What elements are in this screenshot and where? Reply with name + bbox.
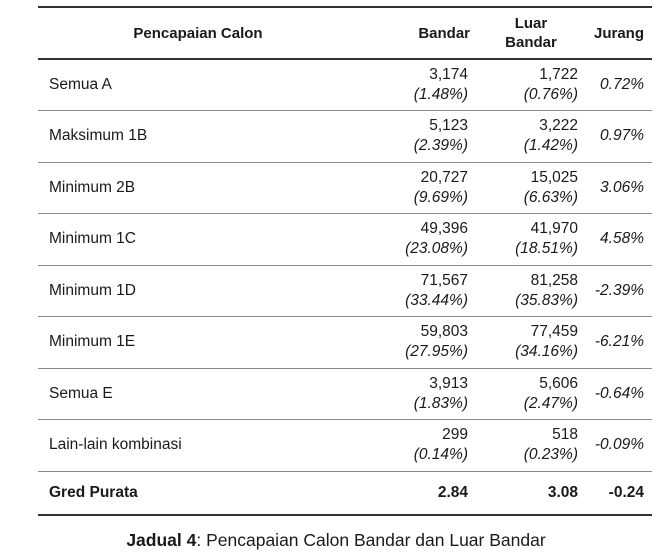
bandar-cell [358,162,476,214]
table-row [38,368,652,420]
bandar-cell [358,214,476,266]
jurang-value: -0.64% [586,368,652,420]
luar-bandar-cell [476,214,586,266]
jurang-value: 3.06% [586,162,652,214]
table-row [38,420,652,472]
bandar-count: 299 [442,426,468,444]
luar-bandar-percent: (2.47%) [523,394,578,412]
bandar-count: 5,123 [429,117,468,135]
row-label: Minimum 1E [38,317,358,369]
header-bandar: Bandar [358,7,476,59]
bandar-cell [358,111,476,163]
luar-bandar-cell [476,162,586,214]
luar-bandar-cell [476,59,586,111]
luar-bandar-percent: (18.51%) [515,240,578,258]
bandar-cell [358,368,476,420]
header-jurang: Jurang [586,7,652,59]
luar-bandar-cell [476,420,586,472]
bandar-percent: (1.48%) [413,86,468,103]
results-table-container [38,6,652,516]
row-label: Lain-lain kombinasi [38,420,358,472]
luar-bandar-percent: (6.63%) [523,188,578,206]
bandar-percent: (2.39%) [413,137,468,155]
table-header-row [38,7,652,59]
bandar-percent: (9.69%) [413,188,468,206]
table-row [38,265,652,317]
bandar-percent: (27.95%) [405,343,468,361]
jurang-value: -0.09% [586,420,652,472]
bandar-percent: (0.14%) [413,446,468,464]
luar-bandar-count: 77,459 [530,323,578,341]
table-row [38,111,652,163]
bandar-count: 3,174 [429,66,468,83]
luar-bandar-count: 1,722 [539,66,578,83]
bandar-percent: (1.83%) [413,394,468,412]
jurang-value: -2.39% [586,265,652,317]
average-grade-row [38,471,652,515]
bandar-count: 71,567 [420,271,468,289]
average-label: Gred Purata [38,471,358,515]
bandar-cell [358,317,476,369]
luar-bandar-percent: (34.16%) [515,343,578,361]
jurang-value: 0.97% [586,111,652,163]
jurang-value: 4.58% [586,214,652,266]
bandar-cell [358,265,476,317]
row-label: Semua A [38,59,358,111]
bandar-count: 20,727 [420,168,468,186]
caption-prefix: Jadual 4 [126,530,197,550]
caption-text: : Pencapaian Calon Bandar dan Luar Bandar [196,530,546,550]
luar-bandar-count: 3,222 [539,117,578,135]
jurang-value: -6.21% [586,317,652,369]
table-row [38,59,652,111]
luar-bandar-cell [476,368,586,420]
header-luar-line2: Bandar [505,34,557,51]
bandar-cell [358,59,476,111]
average-jurang: -0.24 [586,471,652,515]
header-luar-line1: Luar [514,15,548,32]
luar-bandar-percent: (0.23%) [523,446,578,464]
bandar-percent: (23.08%) [405,240,468,258]
luar-bandar-percent: (0.76%) [523,86,578,103]
average-bandar: 2.84 [358,471,476,515]
luar-bandar-percent: (1.42%) [523,137,578,155]
header-luar-bandar [476,7,586,59]
jurang-value: 0.72% [586,59,652,111]
luar-bandar-count: 15,025 [530,168,578,186]
luar-bandar-count: 81,258 [530,271,578,289]
row-label: Maksimum 1B [38,111,358,163]
bandar-count: 59,803 [420,323,468,341]
row-label: Semua E [38,368,358,420]
table-row [38,317,652,369]
bandar-cell [358,420,476,472]
row-label: Minimum 2B [38,162,358,214]
table-row [38,162,652,214]
luar-bandar-percent: (35.83%) [515,291,578,309]
row-label: Minimum 1C [38,214,358,266]
row-label: Minimum 1D [38,265,358,317]
luar-bandar-cell [476,111,586,163]
table-caption [0,530,672,551]
bandar-count: 3,913 [429,374,468,392]
luar-bandar-count: 41,970 [530,220,578,238]
luar-bandar-count: 5,606 [539,374,578,392]
luar-bandar-cell [476,265,586,317]
bandar-count: 49,396 [420,220,468,238]
results-table [38,6,652,516]
luar-bandar-count: 518 [552,426,578,444]
luar-bandar-cell [476,317,586,369]
bandar-percent: (33.44%) [405,291,468,309]
average-luar-bandar: 3.08 [476,471,586,515]
table-row [38,214,652,266]
header-pencapaian-calon: Pencapaian Calon [38,7,358,59]
